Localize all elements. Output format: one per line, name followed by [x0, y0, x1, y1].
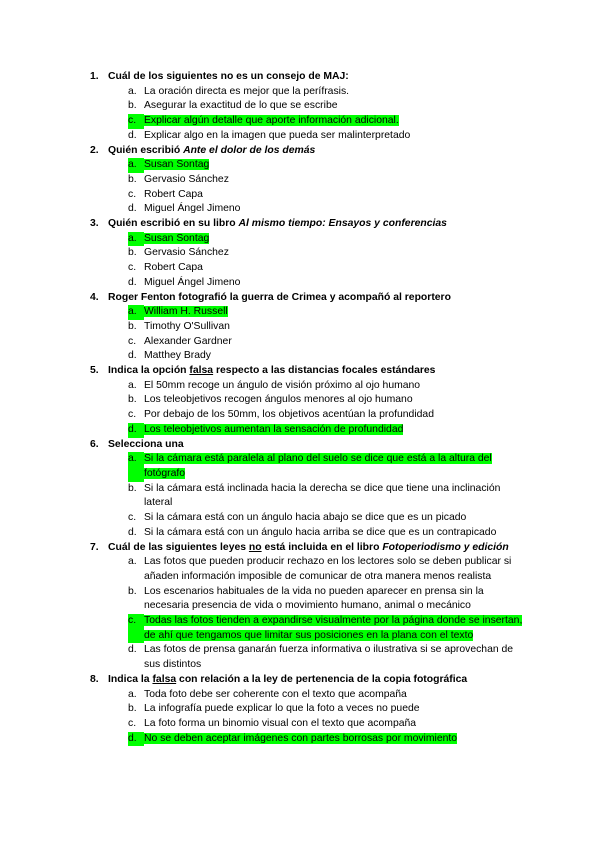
option-letter: d. [128, 203, 137, 215]
question-number: 4. [90, 291, 99, 303]
answer-option [128, 643, 526, 672]
answer-option [128, 320, 526, 335]
answer-option [128, 717, 526, 732]
question-list [90, 70, 526, 746]
question-text-part: Ante el dolor de los demás [183, 144, 316, 156]
option-text-wrap [144, 585, 526, 614]
option-text-wrap [144, 702, 526, 717]
answer-options [90, 158, 526, 217]
question-item [90, 541, 526, 673]
option-letter: d. [128, 129, 137, 141]
option-text: No se deben aceptar imágenes con partes borrosas por movimiento [144, 732, 458, 744]
answer-option [128, 555, 526, 584]
option-text-wrap [144, 511, 526, 526]
option-text-wrap [144, 305, 526, 320]
answer-option [128, 129, 526, 144]
question-text-part: respecto a las distancias focales estándares [213, 365, 436, 377]
question-number: 5. [90, 365, 99, 377]
question-number: 1. [90, 71, 99, 82]
answer-option-correct [128, 452, 526, 481]
option-letter: d. [128, 276, 137, 288]
option-text: Si la cámara está paralela al plano del suelo se dice que está a la altura del fotógrafo [144, 453, 492, 479]
question-heading [90, 438, 526, 453]
question-text-part: Cuál de los siguientes no es un consejo de MAJ: [108, 71, 349, 82]
option-text-wrap [144, 379, 526, 394]
option-text: Miguel Ángel Jimeno [144, 276, 241, 288]
question-heading [90, 144, 526, 159]
question-text [108, 541, 526, 556]
option-letter: d. [128, 644, 137, 656]
question-number: 7. [90, 541, 99, 553]
question-text [108, 144, 526, 159]
option-text: Miguel Ángel Jimeno [144, 203, 241, 215]
option-text: Los teleobjetivos aumentan la sensación de profundidad [144, 423, 404, 435]
option-text: Las fotos de prensa ganarán fuerza informativa o ilustrativa si se aprovechan de sus distintos [144, 644, 514, 671]
option-text-wrap [144, 732, 526, 747]
option-letter: d. [128, 526, 137, 538]
question-heading [90, 673, 526, 688]
option-text-wrap [144, 232, 526, 247]
question-item [90, 291, 526, 365]
option-text-wrap [144, 482, 526, 511]
option-letter: c. [128, 512, 137, 524]
answer-options [90, 232, 526, 291]
option-text: Toda foto debe ser coherente con el texto que acompaña [144, 688, 407, 700]
answer-option [128, 261, 526, 276]
option-text: Robert Capa [144, 262, 203, 274]
option-text: Timothy O'Sullivan [144, 320, 230, 332]
option-letter: a. [128, 379, 137, 391]
option-letter: c. [128, 614, 144, 643]
option-text-wrap [144, 261, 526, 276]
option-letter: a. [128, 452, 144, 481]
option-text: Explicar algo en la imagen que pueda ser malinterpretado [144, 129, 411, 141]
answer-option [128, 482, 526, 511]
option-letter: c. [128, 114, 144, 129]
answer-options [90, 688, 526, 747]
option-text-wrap [144, 643, 526, 672]
option-letter: c. [128, 717, 137, 729]
question-heading [90, 70, 526, 85]
question-text-part: Roger Fenton fotografió la guerra de Crimea y acompañó al reportero [108, 291, 451, 303]
option-text: Los escenarios habituales de la vida no pueden aparecer en prensa sin la necesaria presencia de vida o movimiento humano, animal o mecánico [144, 585, 484, 612]
option-letter: b. [128, 247, 137, 259]
option-letter: d. [128, 732, 144, 747]
question-text-part: falsa [189, 365, 214, 377]
question-text-part: Quién escribió en su libro [108, 218, 239, 230]
option-text-wrap [144, 158, 526, 173]
question-text [108, 291, 526, 306]
question-number: 6. [90, 438, 99, 450]
option-letter: b. [128, 585, 137, 597]
option-text-wrap [144, 246, 526, 261]
answer-option [128, 202, 526, 217]
option-text-wrap [144, 555, 526, 584]
option-text-wrap [144, 423, 526, 438]
answer-option [128, 393, 526, 408]
option-text: Alexander Gardner [144, 335, 232, 347]
option-text-wrap [144, 349, 526, 364]
option-text-wrap [144, 202, 526, 217]
answer-option [128, 526, 526, 541]
option-text-wrap [144, 614, 526, 643]
option-text: Los teleobjetivos recogen ángulos menores al ojo humano [144, 394, 413, 406]
question-text-part: Quién escribió [108, 144, 184, 156]
option-letter: c. [128, 409, 137, 421]
answer-option [128, 335, 526, 350]
question-text-part: no [248, 541, 262, 553]
question-item [90, 70, 526, 144]
question-text-part: con relación a la ley de pertenencia de la copia fotográfica [176, 673, 468, 685]
question-text [108, 438, 526, 453]
option-letter: a. [128, 556, 137, 568]
option-text: Todas las fotos tienden a expandirse visualmente por la página donde se insertan, de ahí que tengamos que limitar sus posiciones en la plana con el texto [144, 615, 523, 641]
question-text-part: Cuál de las siguientes leyes [108, 541, 249, 553]
option-letter: c. [128, 335, 137, 347]
answer-option-correct [128, 423, 526, 438]
answer-option [128, 585, 526, 614]
question-number: 2. [90, 144, 99, 156]
option-letter: d. [128, 350, 137, 362]
option-letter: a. [128, 232, 144, 247]
option-text: Las fotos que pueden producir rechazo en los lectores solo se deben publicar si añaden información imposible de comunicar de otra manera menos realista [144, 556, 512, 582]
option-text: La foto forma un binomio visual con el texto que acompaña [144, 717, 417, 729]
option-text-wrap [144, 173, 526, 188]
answer-option [128, 99, 526, 114]
question-item [90, 364, 526, 438]
option-letter: a. [128, 85, 137, 97]
answer-option [128, 349, 526, 364]
answer-options [90, 379, 526, 438]
option-text-wrap [144, 99, 526, 114]
option-text-wrap [144, 114, 526, 129]
answer-option [128, 276, 526, 291]
option-text: Susan Sontag [144, 232, 210, 244]
answer-option [128, 188, 526, 203]
option-text: Si la cámara está inclinada hacia la derecha se dice que tiene una inclinación lateral [144, 482, 501, 509]
question-text-part: está incluida en el libro [261, 541, 383, 553]
question-text [108, 217, 526, 232]
option-letter: b. [128, 320, 137, 332]
option-letter: a. [128, 158, 144, 173]
question-number: 8. [90, 673, 99, 685]
question-text [108, 70, 526, 85]
option-letter: c. [128, 262, 137, 274]
option-text: Susan Sontag [144, 159, 210, 171]
option-letter: a. [128, 305, 144, 320]
answer-option [128, 246, 526, 261]
question-heading [90, 364, 526, 379]
question-text [108, 364, 526, 379]
option-text-wrap [144, 526, 526, 541]
option-text: Robert Capa [144, 188, 203, 200]
option-letter: c. [128, 188, 137, 200]
question-text-part: Indica la [108, 673, 153, 685]
answer-option [128, 702, 526, 717]
option-text-wrap [144, 188, 526, 203]
answer-option-correct [128, 614, 526, 643]
question-text-part: Indica la opción [108, 365, 190, 377]
answer-option-correct [128, 158, 526, 173]
option-text-wrap [144, 688, 526, 703]
option-text-wrap [144, 129, 526, 144]
option-letter: d. [128, 423, 144, 438]
question-item [90, 438, 526, 541]
answer-option [128, 688, 526, 703]
question-text-part: falsa [152, 673, 177, 685]
option-text-wrap [144, 717, 526, 732]
answer-options [90, 305, 526, 364]
option-text: Explicar algún detalle que aporte información adicional. [144, 115, 399, 127]
answer-option-correct [128, 232, 526, 247]
option-letter: b. [128, 703, 137, 715]
option-text: El 50mm recoge un ángulo de visión próximo al ojo humano [144, 379, 421, 391]
question-item [90, 217, 526, 291]
option-letter: b. [128, 173, 137, 185]
option-text-wrap [144, 320, 526, 335]
option-letter: b. [128, 100, 137, 112]
option-text: La infografía puede explicar lo que la foto a veces no puede [144, 703, 420, 715]
option-letter: b. [128, 394, 137, 406]
option-letter: a. [128, 688, 137, 700]
option-text-wrap [144, 393, 526, 408]
question-text [108, 673, 526, 688]
option-text: Matthey Brady [144, 350, 211, 362]
option-text-wrap [144, 452, 526, 481]
question-text-part: Al mismo tiempo: Ensayos y conferencias [238, 218, 447, 230]
option-text: Gervasio Sánchez [144, 173, 229, 185]
question-item [90, 144, 526, 218]
option-text-wrap [144, 335, 526, 350]
answer-option [128, 379, 526, 394]
option-text: Asegurar la exactitud de lo que se escribe [144, 100, 338, 112]
question-text-part: Fotoperiodismo y edición [382, 541, 509, 553]
answer-option-correct [128, 305, 526, 320]
option-text: William H. Russell [144, 306, 228, 318]
option-text: Si la cámara está con un ángulo hacia arriba se dice que es un contrapicado [144, 526, 497, 538]
question-heading [90, 541, 526, 556]
question-text-part: Selecciona una [108, 438, 184, 450]
answer-options [90, 555, 526, 673]
option-text-wrap [144, 85, 526, 100]
option-text-wrap [144, 276, 526, 291]
question-item [90, 673, 526, 747]
answer-option-correct [128, 732, 526, 747]
answer-options [90, 85, 526, 144]
answer-option [128, 173, 526, 188]
option-text: Si la cámara está con un ángulo hacia abajo se dice que es un picado [144, 512, 467, 524]
answer-options [90, 452, 526, 540]
option-text: Por debajo de los 50mm, los objetivos acentúan la profundidad [144, 409, 434, 421]
answer-option-correct [128, 114, 526, 129]
option-text: La oración directa es mejor que la perífrasis. [144, 85, 350, 97]
option-letter: b. [128, 482, 137, 494]
answer-option [128, 408, 526, 423]
answer-option [128, 511, 526, 526]
question-number: 3. [90, 218, 99, 230]
option-text: Gervasio Sánchez [144, 247, 229, 259]
question-heading [90, 291, 526, 306]
question-heading [90, 217, 526, 232]
option-text-wrap [144, 408, 526, 423]
answer-option [128, 85, 526, 100]
